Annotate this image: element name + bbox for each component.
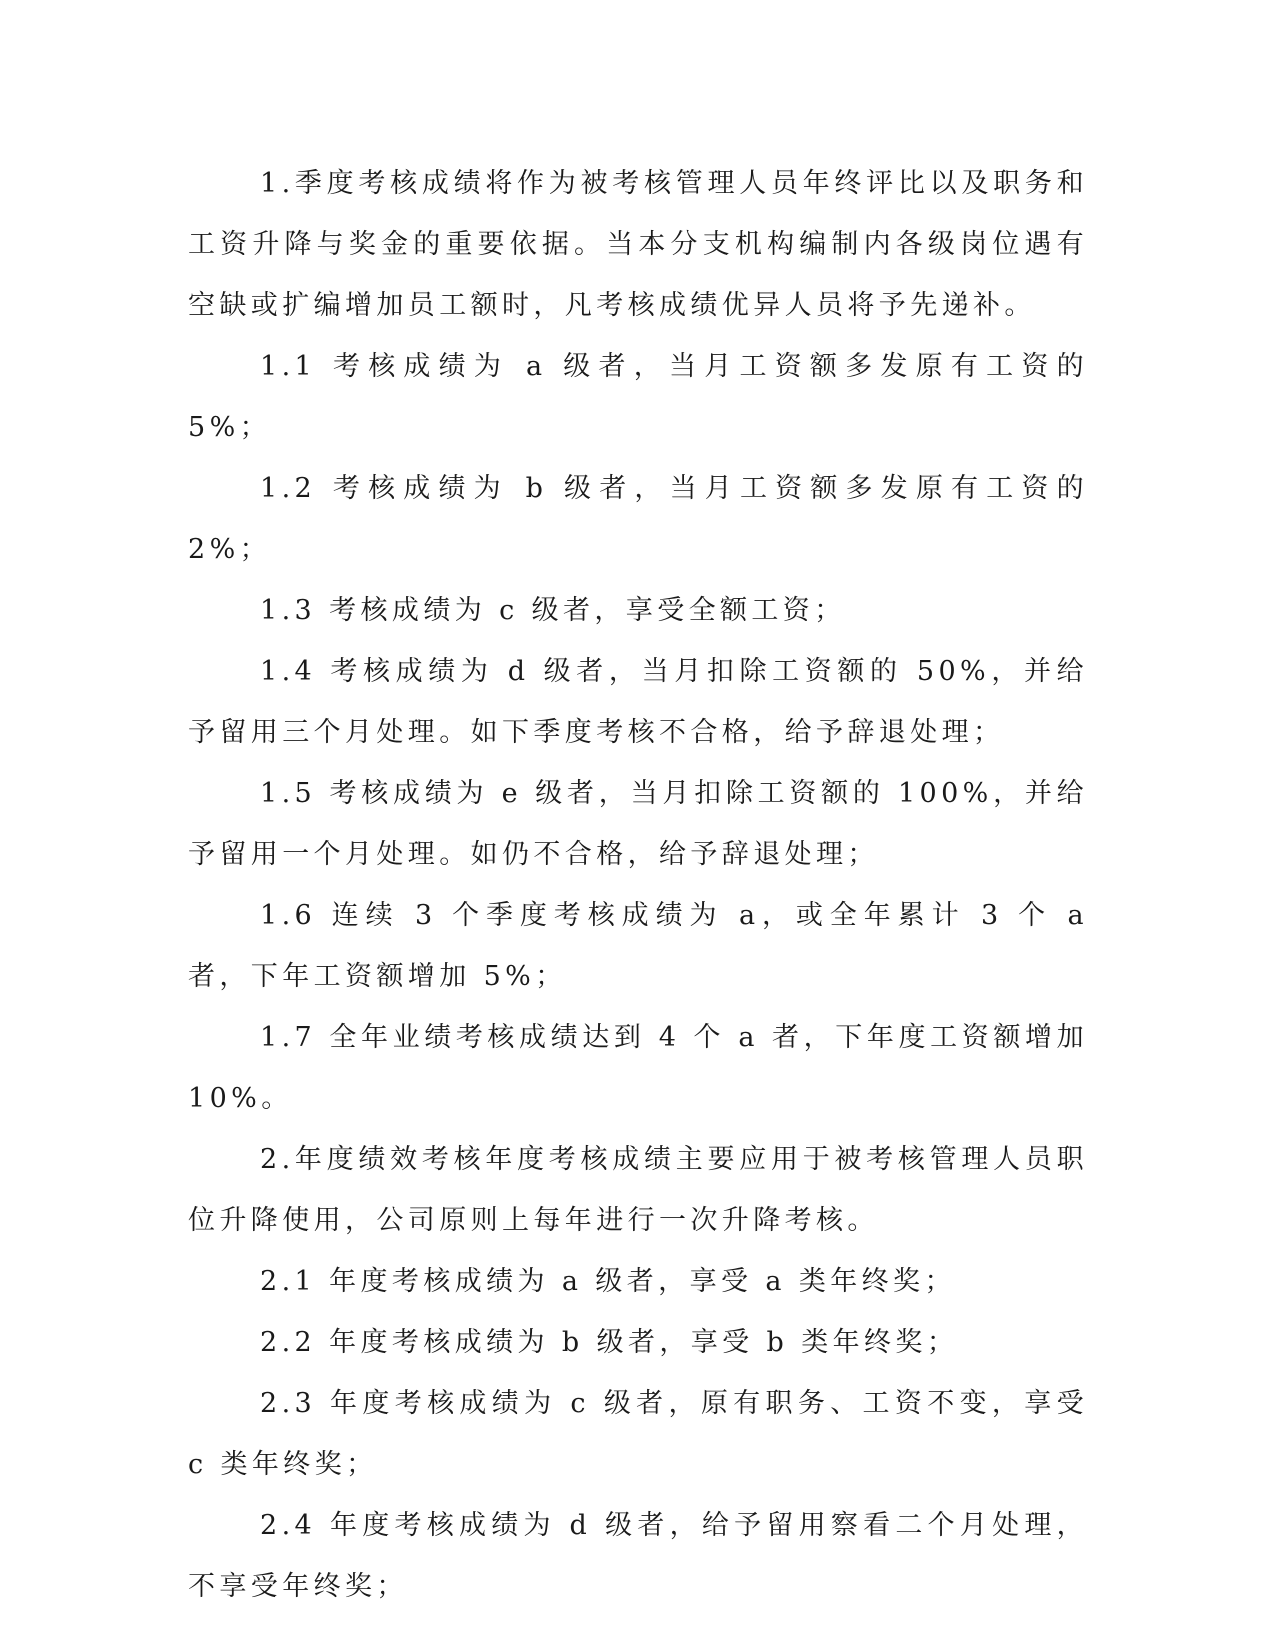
paragraph-1-2: 1.2 考核成绩为 b 级者，当月工资额多发原有工资的 2%； (188, 473, 1088, 565)
paragraph-2-4: 2.4 年度考核成绩为 d 级者，给予留用察看二个月处理，不享受年终奖； (188, 1510, 1088, 1602)
paragraph-1-3: 1.3 考核成绩为 c 级者，享受全额工资； (260, 595, 846, 626)
paragraph-1-1: 1.1 考核成绩为 a 级者，当月工资额多发原有工资的 5%； (188, 351, 1088, 443)
paragraph-1-7: 1.7 全年业绩考核成绩达到 4 个 a 者，下年度工资额增加 10%。 (188, 1022, 1088, 1114)
paragraph-1-6: 1.6 连续 3 个季度考核成绩为 a，或全年累计 3 个 a 者，下年工资额增加 5%； (188, 900, 1088, 992)
paragraph-2-3: 2.3 年度考核成绩为 c 级者，原有职务、工资不变，享受 c 类年终奖； (188, 1388, 1088, 1480)
paragraph-1-5: 1.5 考核成绩为 e 级者，当月扣除工资额的 100%，并给予留用一个月处理。如仍不合格，给予辞退处理； (188, 778, 1088, 870)
paragraph-2: 2.年度绩效考核年度考核成绩主要应用于被考核管理人员职位升降使用，公司原则上每年进行一次升降考核。 (188, 1144, 1088, 1236)
paragraph-2-2: 2.2 年度考核成绩为 b 级者，享受 b 类年终奖； (260, 1327, 959, 1358)
paragraph-1: 1.季度考核成绩将作为被考核管理人员年终评比以及职务和工资升降与奖金的重要依据。当本分支机构编制内各级岗位遇有空缺或扩编增加员工额时，凡考核成绩优异人员将予先递补。 (188, 168, 1088, 321)
paragraph-2-1: 2.1 年度考核成绩为 a 级者，享受 a 类年终奖； (260, 1266, 956, 1297)
paragraph-1-4: 1.4 考核成绩为 d 级者，当月扣除工资额的 50%，并给予留用三个月处理。如下季度考核不合格，给予辞退处理； (188, 656, 1088, 748)
document-page (188, 153, 1088, 1617)
